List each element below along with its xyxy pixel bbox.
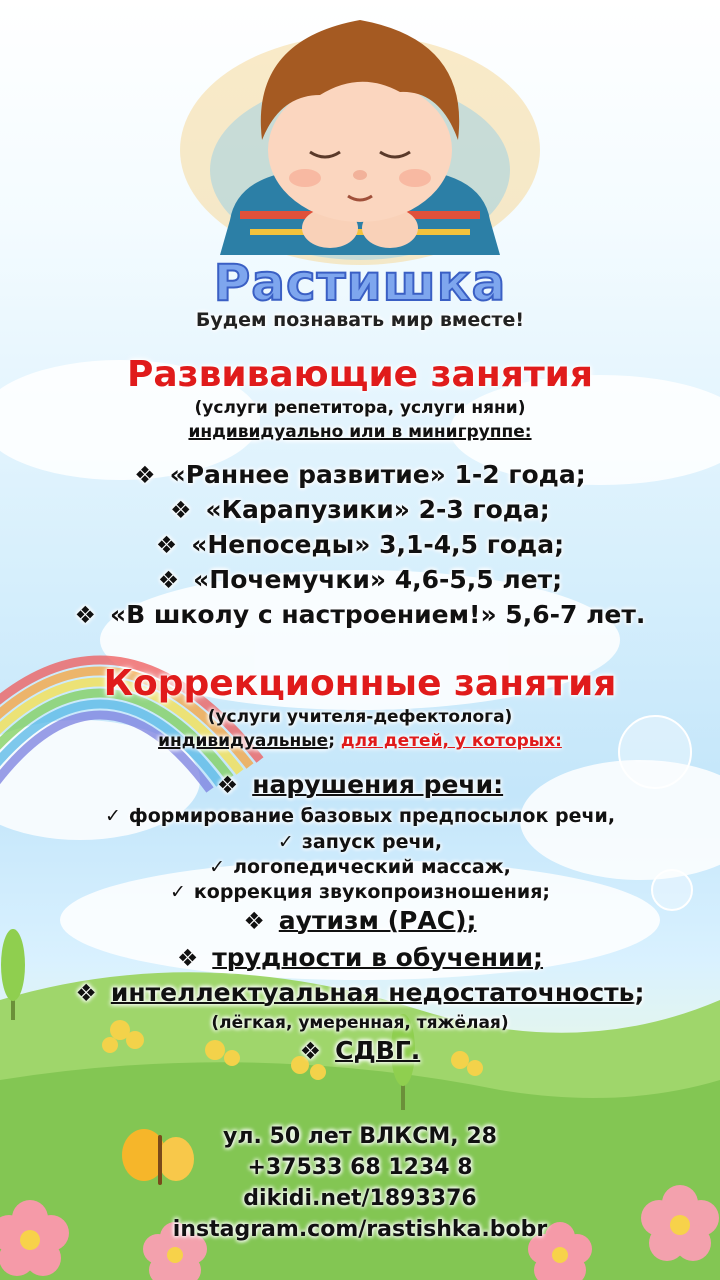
diagnosis-label: трудности в обучении;: [212, 943, 544, 972]
age-group-label: «Почемучки» 4,6-5,5 лет;: [193, 565, 563, 594]
speech-subitem: [0, 881, 720, 903]
speech-subitem: [0, 856, 720, 878]
boy-mascot-illustration: [170, 0, 550, 270]
speech-subitem-label: логопедический массаж,: [233, 856, 511, 878]
age-group-item: [0, 495, 720, 524]
contact-phone[interactable]: +37533 68 1234 8: [247, 1155, 473, 1180]
logo-wordmark: Растишка: [213, 254, 507, 312]
section-correctional-subtitle: (услуги учителя-дефектолога): [207, 707, 513, 727]
checkmark-icon: ✓: [169, 881, 186, 903]
contact-booking-link[interactable]: dikidi.net/1893376: [243, 1186, 477, 1211]
age-group-item: [0, 565, 720, 594]
age-group-label: «В школу с настроением!» 5,6-7 лет.: [109, 600, 646, 629]
age-group-label: «Раннее развитие» 1-2 года;: [169, 460, 586, 489]
checkmark-icon: ✓: [104, 805, 121, 827]
diamond-bullet-icon: ❖: [155, 531, 178, 559]
intellect-severity-note: (лёгкая, умеренная, тяжёлая): [211, 1013, 509, 1033]
speech-subitem: [0, 805, 720, 827]
diamond-bullet-icon: ❖: [75, 979, 97, 1007]
section-correctional-title: Коррекционные занятия: [103, 663, 617, 704]
diagnosis-label: интеллектуальная недостаточность: [110, 978, 635, 1007]
diamond-bullet-icon: ❖: [170, 496, 192, 524]
speech-subitem-label: запуск речи,: [301, 831, 443, 853]
diamond-bullet-icon: ❖: [176, 944, 199, 972]
age-group-label: «Непоседы» 3,1-4,5 года;: [191, 530, 565, 559]
diamond-bullet-icon: ❖: [243, 907, 265, 935]
section-developmental-format: [0, 422, 720, 442]
diagnosis-label: СДВГ.: [335, 1036, 421, 1065]
format-separator: ;: [328, 731, 335, 751]
diagnosis-speech: [0, 770, 720, 799]
section-developmental-subtitle: (услуги репетитора, услуги няни): [194, 398, 526, 418]
age-group-item: [0, 530, 720, 559]
diagnosis-autism: [0, 906, 720, 935]
checkmark-icon: ✓: [277, 831, 294, 853]
format-text: индивидуально или в минигруппе:: [188, 422, 532, 442]
contact-address: ул. 50 лет ВЛКСМ, 28: [223, 1124, 497, 1149]
age-group-item: [0, 460, 720, 489]
age-group-item: [0, 600, 720, 629]
diamond-bullet-icon: ❖: [299, 1037, 322, 1065]
diagnosis-adhd: [0, 1036, 720, 1065]
diagnosis-label: аутизм (РАС);: [278, 906, 477, 935]
diamond-bullet-icon: ❖: [216, 771, 239, 799]
diamond-bullet-icon: ❖: [157, 566, 180, 594]
format-for-children: для детей, у которых:: [340, 731, 562, 751]
age-group-label: «Карапузики» 2-3 года;: [205, 495, 550, 524]
diamond-bullet-icon: ❖: [74, 601, 96, 629]
speech-subitem-label: коррекция звукопроизношения;: [193, 881, 551, 903]
diagnosis-learning: [0, 943, 720, 972]
contact-instagram-link[interactable]: instagram.com/rastishka.bobr: [172, 1217, 548, 1242]
checkmark-icon: ✓: [209, 856, 226, 878]
logo-slogan: Будем познавать мир вместе!: [195, 309, 525, 331]
format-individual: индивидуальные: [158, 731, 329, 751]
diagnosis-intellect: [0, 978, 720, 1007]
diagnosis-label: нарушения речи:: [252, 770, 504, 799]
diamond-bullet-icon: ❖: [134, 461, 156, 489]
section-correctional-format: [0, 731, 720, 751]
speech-subitem: [0, 831, 720, 853]
section-developmental-title: Развивающие занятия: [126, 354, 594, 395]
speech-subitem-label: формирование базовых предпосылок речи,: [128, 805, 616, 827]
diagnosis-tail: ;: [634, 978, 645, 1007]
